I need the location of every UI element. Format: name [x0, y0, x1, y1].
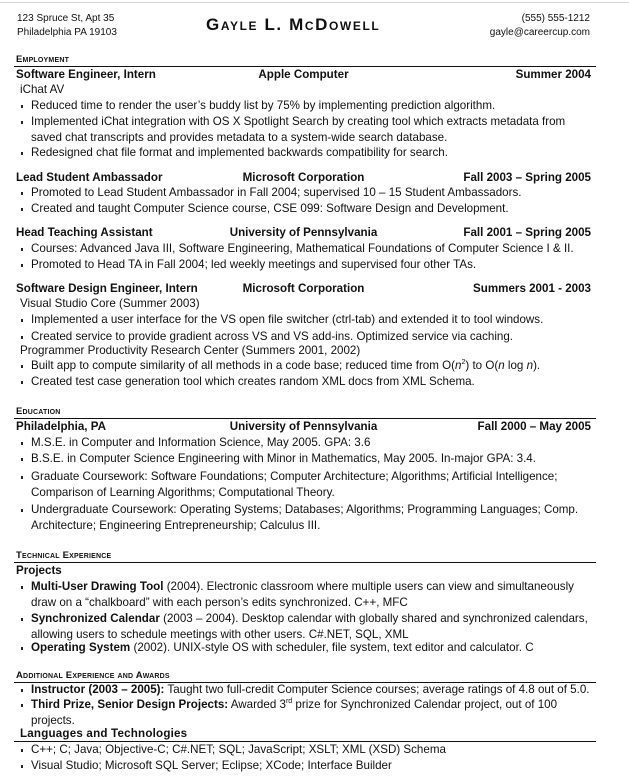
job-dates: Summers 2001 - 2003: [473, 282, 591, 295]
bullet-item: B.S.E. in Computer Science Engineering with Minor in Mathematics, May 2005. In-major GPA: 3.4.: [21, 451, 596, 467]
job-dates: Summer 2004: [515, 68, 591, 81]
bullet-icon: [21, 704, 23, 707]
award-item: Third Prize, Senior Design Projects: Awarded 3rd prize for Synchronized Calendar project, out of 100 projects.: [21, 697, 596, 729]
bullet-icon: [21, 264, 23, 267]
bullet-item: Implemented a user interface for the VS open file switcher (ctrl-tab) and extended it to tool windows.: [21, 312, 596, 328]
section-title-technical: Technical Experience: [16, 550, 112, 561]
bullet-icon: [21, 689, 23, 692]
section-rule: [14, 562, 596, 563]
bullet-item: Built app to compute similarity of all methods in a code base; reduced time from $O(n^2)$ to O(n log n).: [21, 358, 596, 374]
page-top-border: [0, 2, 629, 3]
section-title-additional: Additional Experience and Awards: [16, 670, 170, 681]
education-header: [16, 420, 591, 435]
job-header: [16, 282, 591, 297]
project-name: Operating System: [31, 641, 131, 654]
project-name: Synchronized Calendar: [31, 612, 160, 625]
bullet-icon: [21, 509, 23, 512]
project-name: Multi-User Drawing Tool: [31, 580, 164, 593]
job-role: Head Teaching Assistant: [16, 226, 153, 239]
job-header: [16, 171, 591, 186]
job-project: Visual Studio Core (Summer 2003): [20, 297, 200, 310]
bullet-item: Created test case generation tool which creates random XML docs from XML Schema.: [21, 374, 596, 390]
address-line-1: 123 Spruce St, Apt 35: [17, 13, 115, 24]
job-dates: Fall 2003 – Spring 2005: [463, 171, 591, 184]
bullet-item: Visual Studio; Microsoft SQL Server; Eclipse; XCode; Interface Builder: [21, 758, 596, 774]
bullet-item: M.S.E. in Computer and Information Science, May 2005. GPA: 3.6: [21, 435, 596, 451]
email[interactable]: gayle@careercup.com: [489, 27, 590, 38]
bullet-icon: [21, 381, 23, 384]
bullet-icon: [21, 336, 23, 339]
bullet-item: Created service to provide gradient across VS and VS add-ins. Optimized service via caching.: [21, 329, 596, 345]
section-rule: [14, 66, 596, 67]
address: [17, 12, 117, 40]
bullet-icon: [21, 152, 23, 155]
job-role: Lead Student Ambassador: [16, 171, 163, 184]
bullet-icon: [21, 765, 23, 768]
job-company: Microsoft Corporation: [242, 171, 365, 184]
job-dates: Fall 2001 – Spring 2005: [463, 226, 591, 239]
phone: (555) 555-1212: [521, 13, 590, 24]
job-header: [16, 226, 591, 241]
education-dates: Fall 2000 – May 2005: [477, 420, 591, 433]
bullet-item: C++; C; Java; Objective-C; C#.NET; SQL; JavaScript; XSLT; XML (XSD) Schema: [21, 742, 596, 758]
section-title-education: Education: [16, 406, 61, 417]
section-rule: [14, 418, 596, 419]
bullet-icon: [21, 647, 23, 650]
job-company: University of Pennsylvania: [229, 226, 378, 239]
bullet-icon: [21, 319, 23, 322]
section-title-languages: Languages and Technologies: [20, 727, 188, 740]
job-company: Microsoft Corporation: [242, 282, 365, 295]
bullet-item: Graduate Coursework: Software Foundations; Computer Architecture; Algorithms; Artificial Intelligence; Comparison of Learning Algorithms; Computational Theory.: [21, 469, 596, 501]
bullet-item: Courses: Advanced Java III, Software Engineering, Mathematical Foundations of Computer Science I & II.: [21, 241, 596, 257]
bullet-item: Implemented iChat integration with OS X Spotlight Search by creating tool which extracts metadata from saved chat transcripts and provides metadata to a system-wide search database.: [21, 114, 596, 146]
bullet-item: Promoted to Head TA in Fall 2004; led weekly meetings and supervised four other TAs.: [21, 257, 596, 273]
project-item: Multi-User Drawing Tool (2004). Electronic classroom where multiple users can view and simultaneously draw on a “chalkboard” with each person’s edits synchronized. C++, MFC: [21, 579, 596, 611]
section-title-employment: Employment: [16, 54, 70, 65]
bullet-icon: [21, 248, 23, 251]
job-role: Software Design Engineer, Intern: [16, 282, 198, 295]
education-location: Philadelphia, PA: [16, 420, 106, 433]
bullet-icon: [21, 208, 23, 211]
education-school: University of Pennsylvania: [229, 420, 378, 433]
project-item: Synchronized Calendar (2003 – 2004). Desktop calendar with globally shared and synchronized calendars, allowing users to schedule meetings with other users. C#.NET, SQL, XML: [21, 611, 596, 643]
contact-info: [490, 12, 590, 40]
bullet-icon: [21, 458, 23, 461]
resume-name: Gayle L. McDowell: [206, 15, 381, 34]
job-company: Apple Computer: [258, 68, 349, 81]
job-role: Software Engineer, Intern: [16, 68, 156, 81]
bullet-icon: [21, 192, 23, 195]
bullet-icon: [21, 586, 23, 589]
projects-subtitle: Projects: [16, 564, 62, 577]
job-project: iChat AV: [20, 83, 65, 96]
bullet-icon: [21, 365, 23, 368]
bullet-item: Reduced time to render the user’s buddy list by 75% by implementing prediction algorithm.: [21, 98, 596, 114]
bullet-icon: [21, 476, 23, 479]
bullet-icon: [21, 442, 23, 445]
award-item: Instructor (2003 – 2005): Taught two full-credit Computer Science courses; average ratings of 4.8 out of 5.0.: [21, 682, 596, 698]
project-item: Operating System (2002). UNIX-style OS with scheduler, file system, text editor and calculator. C: [21, 640, 596, 656]
address-line-2: Philadelphia PA 19103: [17, 27, 117, 38]
job-project: Programmer Productivity Research Center (Summers 2001, 2002): [20, 344, 361, 357]
job-header: [16, 68, 591, 83]
bullet-icon: [21, 618, 23, 621]
bullet-icon: [21, 121, 23, 124]
bullet-icon: [21, 105, 23, 108]
bullet-item: Redesigned chat file format and implemented backwards compatibility for search.: [21, 145, 596, 161]
bullet-icon: [21, 749, 23, 752]
bullet-item: Promoted to Lead Student Ambassador in Fall 2004; supervised 10 – 15 Student Ambassadors.: [21, 185, 596, 201]
bullet-item: Undergraduate Coursework: Operating Systems; Databases; Algorithms; Programming Languages; Comp. Architecture; Engineering Entrepreneurship; Calculus III.: [21, 502, 596, 534]
bullet-item: Created and taught Computer Science course, CSE 099: Software Design and Development.: [21, 201, 596, 217]
